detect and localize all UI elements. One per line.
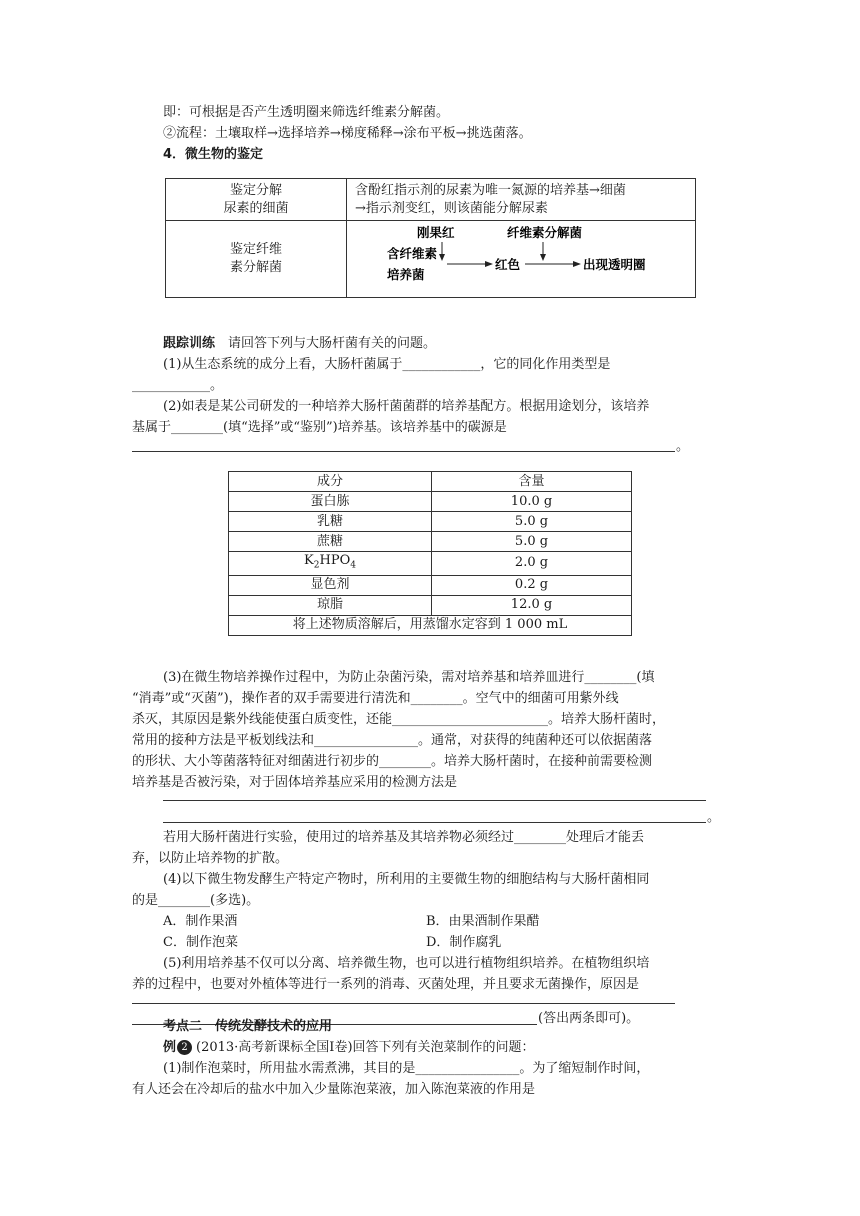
option-b: B．由果酒制作果醋 xyxy=(426,914,540,929)
text-line: ②流程：土壤取样→选择培养→梯度稀释→涂布平板→挑选菌落。 xyxy=(163,126,532,141)
text-line: 的是________(多选)。 xyxy=(132,893,260,908)
text-line: ____________。 xyxy=(132,378,224,393)
text-line: 培养基是否被污染，对于固体培养基应采用的检测方法是 xyxy=(132,775,458,790)
example-text: (2013·高考新课标全国Ⅰ卷)回答下列有关泡菜制作的问题： xyxy=(196,1040,535,1055)
table-header-cell: 含量 xyxy=(432,472,632,492)
example-line xyxy=(163,1039,535,1057)
training-intro-line xyxy=(163,335,436,353)
cell-text: 素分解菌 xyxy=(229,260,282,275)
cell-text: 含酚红指示剂的尿素为唯一氮源的培养基→细菌 xyxy=(355,182,626,198)
reagent-label: 刚果红 xyxy=(417,225,455,240)
text-line: 。 xyxy=(707,810,721,825)
start-label: 含纤维素 xyxy=(387,246,438,261)
cell-text: 鉴定纤维 xyxy=(229,242,282,257)
text-line: 。 xyxy=(676,439,690,454)
table-cell-formula xyxy=(229,552,432,576)
section-heading: 考点二 传统发酵技术的应用 xyxy=(163,1019,333,1034)
text-line: (2)如表是某公司研发的一种培养大肠杆菌菌群的培养基配方。根据用途划分，该培养 xyxy=(163,399,650,414)
mid-label: 红色 xyxy=(495,257,521,272)
formula-part: HPO xyxy=(319,553,351,568)
answer-blank-line xyxy=(132,1003,675,1004)
text-line: (4)以下微生物发酵生产特定产物时，所利用的主要微生物的细胞结构与大肠杆菌相同 xyxy=(163,872,650,887)
cell-text: →指示剂变红，则该菌能分解尿素 xyxy=(355,200,548,216)
text-line: 杀灭，其原因是紫外线能使蛋白质变性，还能________________________。培养大肠杆菌时， xyxy=(132,712,666,727)
table-cell: 5.0 g xyxy=(432,532,632,552)
flow-diagram-cell xyxy=(347,221,696,298)
text-line: 即：可根据是否产生透明圈来筛选纤维素分解菌。 xyxy=(163,105,450,120)
cell-text: 尿素的细菌 xyxy=(223,200,289,216)
cell-text: 鉴定分解 xyxy=(229,182,282,198)
flow-diagram xyxy=(347,221,695,298)
table-cell: 10.0 g xyxy=(432,492,632,512)
text-line: 弃，以防止培养物的扩散。 xyxy=(132,851,289,866)
text-line: “消毒”或“灭菌”)，操作者的双手需要进行清洗和________。空气中的细菌可用紫外线 xyxy=(132,691,619,706)
table-cell xyxy=(166,179,347,221)
formula-subscript: 2 xyxy=(313,560,320,571)
table-cell: 乳糖 xyxy=(229,512,432,532)
table-cell xyxy=(166,221,347,298)
answer-blank-line xyxy=(163,800,706,801)
arrow-head-icon xyxy=(540,254,546,261)
text-line: 养的过程中，也要对外植体等进行一系列的消毒、灭菌处理，并且要求无菌操作，原因是 xyxy=(132,977,640,992)
reagent-label: 纤维素分解菌 xyxy=(507,225,583,240)
formula-table xyxy=(228,471,632,636)
example-label: 例 xyxy=(163,1040,177,1055)
arrow-head-icon xyxy=(439,254,445,261)
training-label: 跟踪训练 xyxy=(163,336,216,351)
section-heading: 4．微生物的鉴定 xyxy=(163,147,264,162)
option-a: A．制作果酒 xyxy=(163,914,238,929)
end-label: 出现透明圈 xyxy=(583,257,646,272)
option-c: C．制作泡菜 xyxy=(163,935,238,950)
text-line: 基属于________(填“选择”或“鉴别”)培养基。该培养基中的碳源是 xyxy=(132,420,507,435)
text-line: (5)利用培养基不仅可以分离、培养微生物，也可以进行植物组织培养。在植物组织培 xyxy=(163,956,650,971)
table-cell: 2.0 g xyxy=(432,552,632,576)
text-line: 若用大肠杆菌进行实验，使用过的培养基及其培养物必须经过________处理后才能丢 xyxy=(163,830,645,845)
text-line: (3)在微生物培养操作过程中，为防止杂菌污染，需对培养基和培养皿进行________(填 xyxy=(163,670,655,685)
arrow-head-icon xyxy=(573,261,581,267)
text-line: 有人还会在冷却后的盐水中加入少量陈泡菜液，加入陈泡菜液的作用是 xyxy=(132,1082,536,1097)
start-label: 培养菌 xyxy=(387,267,425,282)
example-number-badge: 2 xyxy=(177,1040,192,1055)
text-line: (答出两条即可)。 xyxy=(538,1011,640,1026)
table-cell: 5.0 g xyxy=(432,512,632,532)
arrow-head-icon xyxy=(485,261,493,267)
text-line: 常用的接种方法是平板划线法和________________。通常，对获得的纯菌种还可以依据菌落 xyxy=(132,733,653,748)
formula-part: K xyxy=(304,553,314,568)
table-header-cell: 成分 xyxy=(229,472,432,492)
table-footer-cell: 将上述物质溶解后，用蒸馏水定容到 1 000 mL xyxy=(229,615,632,635)
text-line: 的形状、大小等菌落特征对细菌进行初步的________。培养大肠杆菌时，在接种前需要检测 xyxy=(132,754,653,769)
table-cell: 琼脂 xyxy=(229,595,432,615)
table-cell: 0.2 g xyxy=(432,575,632,595)
identification-table xyxy=(165,178,696,298)
text-line: (1)从生态系统的成分上看，大肠杆菌属于____________，它的同化作用类型是 xyxy=(163,357,611,372)
table-cell: 蛋白胨 xyxy=(229,492,432,512)
option-d: D．制作腐乳 xyxy=(426,935,502,950)
answer-blank-line xyxy=(132,451,675,452)
text-line: (1)制作泡菜时，所用盐水需煮沸，其目的是________________。为了缩短制作时间， xyxy=(163,1061,650,1076)
answer-blank-line xyxy=(163,822,706,823)
table-cell: 12.0 g xyxy=(432,595,632,615)
training-intro: 请回答下列与大肠杆菌有关的问题。 xyxy=(228,336,437,351)
table-cell xyxy=(347,179,696,221)
table-cell: 显色剂 xyxy=(229,575,432,595)
table-cell: 蔗糖 xyxy=(229,532,432,552)
formula-subscript: 4 xyxy=(350,560,356,571)
